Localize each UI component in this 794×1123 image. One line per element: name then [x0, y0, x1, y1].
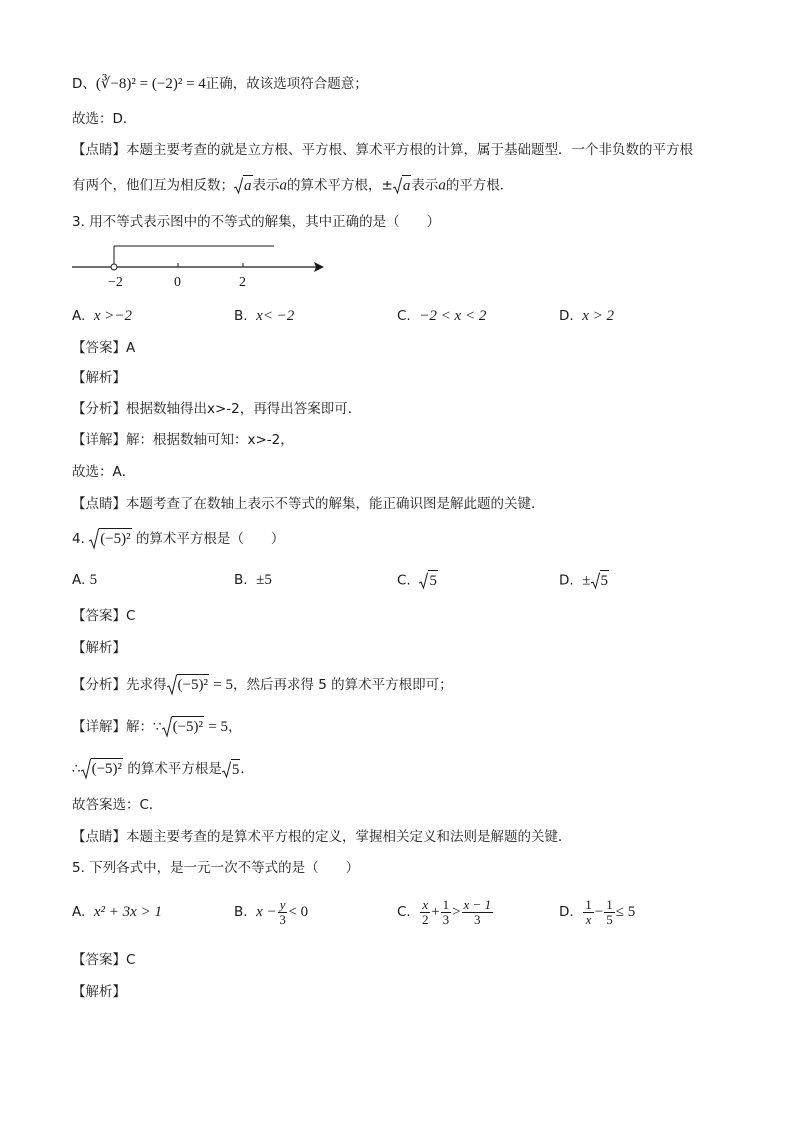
q4-option-b[interactable]: B. ±5 — [234, 572, 272, 588]
q4-option-d[interactable]: D. ± 5 — [559, 570, 609, 591]
q4-xiangjie: 【详解】解：∵ (−5)² = 5， — [72, 716, 242, 738]
q3-choose: 故选：A． — [72, 464, 136, 480]
q4-option-a[interactable]: A. 5 — [72, 572, 98, 588]
question-5: 5. 下列各式中，是一元一次不等式的是（ ） — [72, 860, 360, 876]
q3-option-c[interactable]: C. −2 < x < 2 — [397, 308, 487, 324]
q3-option-a[interactable]: A. x >−2 — [72, 308, 133, 324]
q3-dianjing: 【点睛】本题考查了在数轴上表示不等式的解集，能正确识图是解此题的关键． — [72, 496, 545, 512]
choose-d: 故选：D． — [72, 111, 137, 127]
q4-option-c[interactable]: C. 5 — [397, 570, 438, 591]
sqrt-symbol: a — [234, 175, 253, 196]
q3-option-d[interactable]: D. x > 2 — [559, 308, 615, 324]
axis-label-2: 2 — [239, 275, 246, 290]
option-d-explanation: D、(∛−8)² = (−2)² = 4正确，故该选项符合题意； — [72, 76, 368, 92]
fraction: $\frac{1}{x}$ — [585, 896, 592, 927]
sqrt-symbol: (−5)² — [81, 758, 123, 780]
open-circle — [111, 264, 117, 270]
sqrt-symbol: (−5)² — [167, 674, 209, 696]
q5-option-d[interactable]: D. $\frac{1}{x}$ − $\frac{1}{5}$ ≤ 5 — [559, 896, 636, 927]
q5-option-a[interactable]: A. x² + 3x > 1 — [72, 904, 162, 920]
q4-therefore: ∴ (−5)² 的算术平方根是 5． — [72, 758, 254, 780]
sqrt-symbol: 5 — [419, 570, 438, 591]
q5-answer: 【答案】C — [72, 952, 136, 968]
axis-label-0: 0 — [174, 275, 181, 290]
q3-answer: 【答案】A — [72, 340, 136, 356]
q4-analysis-heading: 【解析】 — [72, 640, 126, 656]
fraction: $\frac{x}{2}$ — [421, 896, 429, 927]
q4-fenxi: 【分析】先求得 (−5)² = 5，然后再求得 5 的算术平方根即可； — [72, 674, 453, 696]
q5-option-b[interactable]: B. x − $\frac{y}{3}$ < 0 — [234, 896, 309, 927]
q4-answer: 【答案】C — [72, 608, 136, 624]
question-4: 4. (−5)² 的算术平方根是（ ） — [72, 528, 284, 550]
fraction: $\frac{y}{3}$ — [279, 896, 286, 927]
q5-option-c[interactable]: C. $\frac{x}{2}$ + $\frac{1}{3}$ > $\frac{x - 1}{3}$ — [397, 896, 492, 927]
sqrt-symbol: 5 — [222, 759, 241, 780]
sqrt-symbol: 5 — [591, 570, 610, 591]
sqrt-symbol: a — [393, 175, 412, 196]
axis-label-neg2: −2 — [108, 275, 123, 290]
dianjing-q2-continued: 有两个，他们互为相反数； a表示a的算术平方根，± a表示a的平方根． — [72, 175, 513, 196]
q3-option-b[interactable]: B. x< −2 — [234, 308, 295, 324]
q4-choose: 故答案选：C． — [72, 797, 163, 813]
q3-analysis-heading: 【解析】 — [72, 370, 126, 386]
fraction: $\frac{x - 1}{3}$ — [463, 896, 492, 927]
dianjing-q2: 【点睛】本题主要考查的就是立方根、平方根、算术平方根的计算，属于基础题型．一个非负数的平方根 — [72, 142, 693, 158]
question-3: 3. 用不等式表示图中的不等式的解集，其中正确的是（ ） — [72, 214, 441, 230]
q5-analysis-heading: 【解析】 — [72, 984, 126, 1000]
fraction: $\frac{1}{3}$ — [442, 896, 450, 927]
sqrt-symbol: (−5)² — [162, 716, 204, 738]
q3-xiangjie: 【详解】解：根据数轴可知：x>-2， — [72, 432, 294, 448]
number-line — [68, 238, 338, 290]
sqrt-symbol: (−5)² — [89, 528, 131, 550]
q4-dianjing: 【点睛】本题主要考查的是算术平方根的定义，掌握相关定义和法则是解题的关键． — [72, 829, 572, 845]
q3-fenxi: 【分析】根据数轴得出x>-2，再得出答案即可． — [72, 401, 362, 417]
cube-root-expression: (∛−8)² = (−2)² = 4 — [95, 76, 206, 92]
fraction: $\frac{1}{5}$ — [606, 896, 613, 927]
